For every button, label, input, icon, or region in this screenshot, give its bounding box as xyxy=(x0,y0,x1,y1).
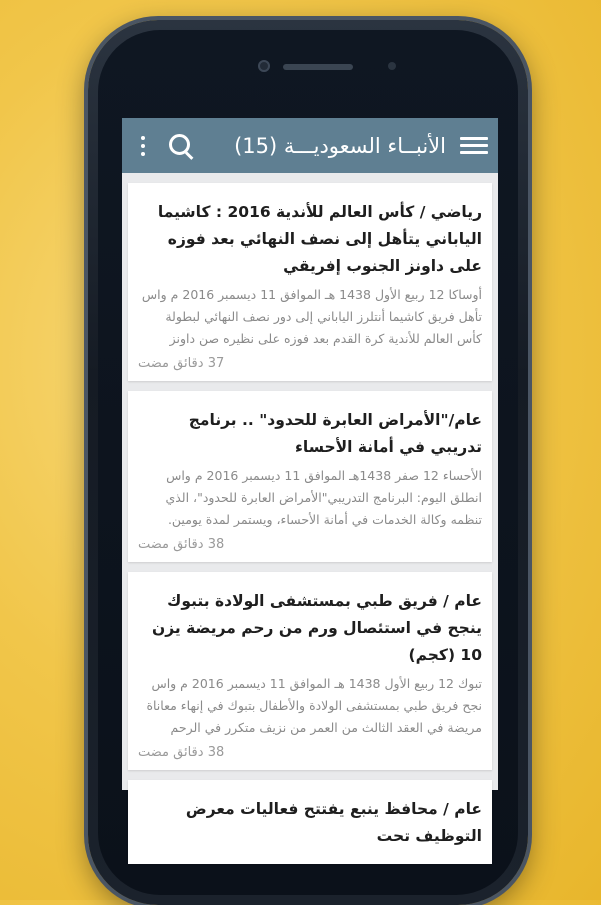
news-card[interactable] xyxy=(128,391,492,562)
news-time: 38 دقائق مضت xyxy=(138,537,225,552)
news-time: 37 دقائق مضت xyxy=(138,356,225,371)
news-headline[interactable]: عام / محافظ ينبع يفتتح فعاليات معرض التوظيف تحت xyxy=(185,800,482,845)
news-headline[interactable]: رياضي / كأس العالم للأندية 2016 : كاشيما الياباني يتأهل إلى نصف النهائي بعد فوزه على داونز الجنوب إفريقي xyxy=(157,203,482,275)
proximity-sensor xyxy=(388,62,396,70)
app-screen xyxy=(122,118,498,845)
news-card[interactable] xyxy=(128,572,492,770)
news-card[interactable] xyxy=(128,183,492,381)
news-card[interactable] xyxy=(128,780,492,864)
news-time: 38 دقائق مضت xyxy=(138,745,225,760)
earpiece-speaker xyxy=(283,64,353,70)
news-excerpt: تبوك 12 ربيع الأول 1438 هـ الموافق 11 ديسمبر 2016 م واس نجح فريق طبي بمستشفى الولادة والأطفال بتبوك في إنهاء معاناة مريضة في العقد الثالث من العمر من نزيف متكرر في الرحم xyxy=(146,676,482,735)
news-excerpt: أوساكا 12 ربيع الأول 1438 هـ الموافق 11 ديسمبر 2016 م واس تأهل فريق كاشيما أنتلرز الياباني إلى دور نصف النهائي لبطولة كأس العالم للأندية كرة القدم بعد فوزه على نظيره صن داونز xyxy=(141,287,482,346)
news-headline[interactable]: عام/"الأمراض العابرة للحدود" .. برنامج تدريبي في أمانة الأحساء xyxy=(188,411,482,456)
app-title: الأنبــاء السعوديـــة (15) xyxy=(234,133,446,158)
app-toolbar xyxy=(122,118,498,173)
overflow-menu-icon[interactable] xyxy=(138,136,148,156)
news-excerpt: الأحساء 12 صفر 1438هـ الموافق 11 ديسمبر 2016 م واس انطلق اليوم: البرنامج التدريبي"الأمراض العابرة للحدود"، الذي تنظمه وكالة الخدمات في أمانة الأحساء، ويستمر لمدة يومين. xyxy=(165,468,482,527)
front-camera-icon xyxy=(258,60,270,72)
search-icon[interactable] xyxy=(166,131,196,161)
hamburger-menu-icon[interactable] xyxy=(460,132,488,160)
news-headline[interactable]: عام / فريق طبي بمستشفى الولادة بتبوك ينجح في استئصال ورم من رحم مريضة يزن 10 (كجم) xyxy=(152,592,482,664)
news-list xyxy=(122,173,498,864)
